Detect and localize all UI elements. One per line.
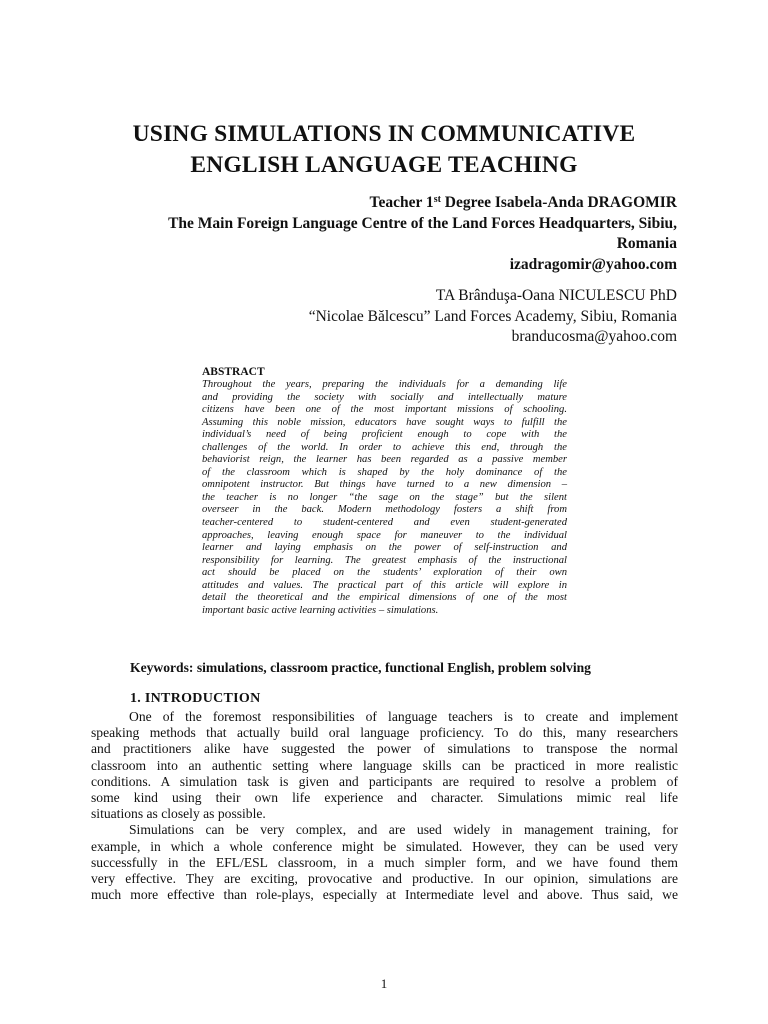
body-line: example, in which a whole conference might be simulated. However, they can be used very	[91, 838, 678, 854]
abstract-line: important basic active learning activities – simulations.	[202, 604, 439, 616]
abstract-body	[202, 379, 567, 617]
abstract-line: Assuming this noble mission, educators have sought ways to fulfill the	[202, 416, 567, 428]
abstract-line: teacher-centered to student-centered and even student-generated	[202, 517, 567, 529]
author-2-affiliation: “Nicolae Bălcescu” Land Forces Academy, Sibiu, Romania	[308, 307, 677, 325]
body-line: very effective. They are exciting, provocative and productive. In our opinion, simulations are	[91, 871, 678, 887]
abstract-line: learner and laying emphasis on the power of self-instruction and	[202, 542, 567, 554]
author-1-name-sup: st	[433, 194, 441, 205]
author-2-block	[77, 286, 677, 348]
abstract-line: citizens have been one of the most important missions of schooling.	[202, 404, 567, 416]
abstract-line: approaches, leaving enough space for maneuver to the individual	[202, 529, 567, 541]
body-line: some kind using their own life experience and character. Simulations mimic real life	[91, 790, 678, 806]
author-1-name	[77, 193, 677, 214]
section-heading-introduction: 1. INTRODUCTION	[130, 691, 261, 706]
abstract-line: detail the theoretical and the empirical dimensions of one of the most	[202, 592, 567, 604]
body-line: Simulations can be very complex, and are used widely in management training, for	[129, 822, 678, 838]
abstract-line: responsibility for learning. The greatest emphasis of the instructional	[202, 554, 567, 566]
paper-title	[90, 119, 678, 181]
author-1-affiliation-line-2: Romania	[616, 235, 677, 252]
abstract-line: omnipotent instructor. But things have turned to a new dimension –	[202, 479, 567, 491]
author-2-name: TA Brânduşa-Oana NICULESCU PhD	[435, 287, 677, 304]
abstract-heading: ABSTRACT	[202, 366, 265, 378]
abstract-line: of the classroom which is shaped by the holy dominance of the	[202, 466, 567, 478]
abstract-line: act should be placed on the students’ exploration of their own	[202, 567, 567, 579]
body-line: speaking methods that actually build oral language proficiency. To do this, many researchers	[91, 725, 678, 741]
abstract-line: behaviorist reign, the learner has been regarded as a passive member	[202, 454, 567, 466]
author-1-email: izadragomir@yahoo.com	[509, 255, 677, 273]
author-2-email: branducosma@yahoo.com	[511, 328, 677, 345]
body-line: conditions. A simulation task is given and participants are required to resolve a problem of	[91, 773, 678, 789]
author-1-affiliation-line-1: The Main Foreign Language Centre of the Land Forces Headquarters, Sibiu,	[168, 214, 677, 232]
abstract-line: the teacher is no longer “the sage on the stage” but the silent	[202, 491, 567, 503]
abstract-line: attitudes and values. The practical part of this article will explore in	[202, 579, 567, 591]
abstract-line: individual’s need of being proficient enough to cope with the	[202, 429, 567, 441]
keywords: Keywords: simulations, classroom practice, functional English, problem solving	[130, 660, 591, 675]
abstract-line: overseer in the back. Modern methodology fosters a shift from	[202, 504, 567, 516]
page-number: 1	[380, 976, 388, 991]
title-line-2: ENGLISH LANGUAGE TEACHING	[190, 152, 578, 178]
introduction-body	[91, 709, 678, 903]
body-line: and practitioners alike have suggested the power of simulations to transpose the normal	[91, 741, 678, 757]
abstract-line: challenges of the world. In order to achieve this end, through the	[202, 441, 567, 453]
body-line: classroom into an authentic setting where language skills can be practiced in more realistic	[91, 757, 678, 773]
abstract-line: and providing the society with socially and intellectually mature	[202, 391, 567, 403]
body-line: successfully in the EFL/ESL classroom, in a much simpler form, and we have found them	[91, 854, 678, 870]
title-line-1: USING SIMULATIONS IN COMMUNICATIVE	[132, 121, 636, 147]
abstract-line: Throughout the years, preparing the individuals for a demanding life	[202, 379, 567, 390]
body-line: situations as closely as possible.	[91, 806, 266, 822]
author-1-name-suffix: Degree Isabela-Anda DRAGOMIR	[440, 194, 677, 211]
author-1-block	[77, 193, 677, 275]
author-1-name-prefix: Teacher 1	[369, 194, 434, 211]
body-line: One of the foremost responsibilities of language teachers is to create and implement	[129, 709, 678, 724]
body-line: much more effective than role-plays, especially at Intermediate level and above. Thus said, we	[91, 887, 678, 903]
